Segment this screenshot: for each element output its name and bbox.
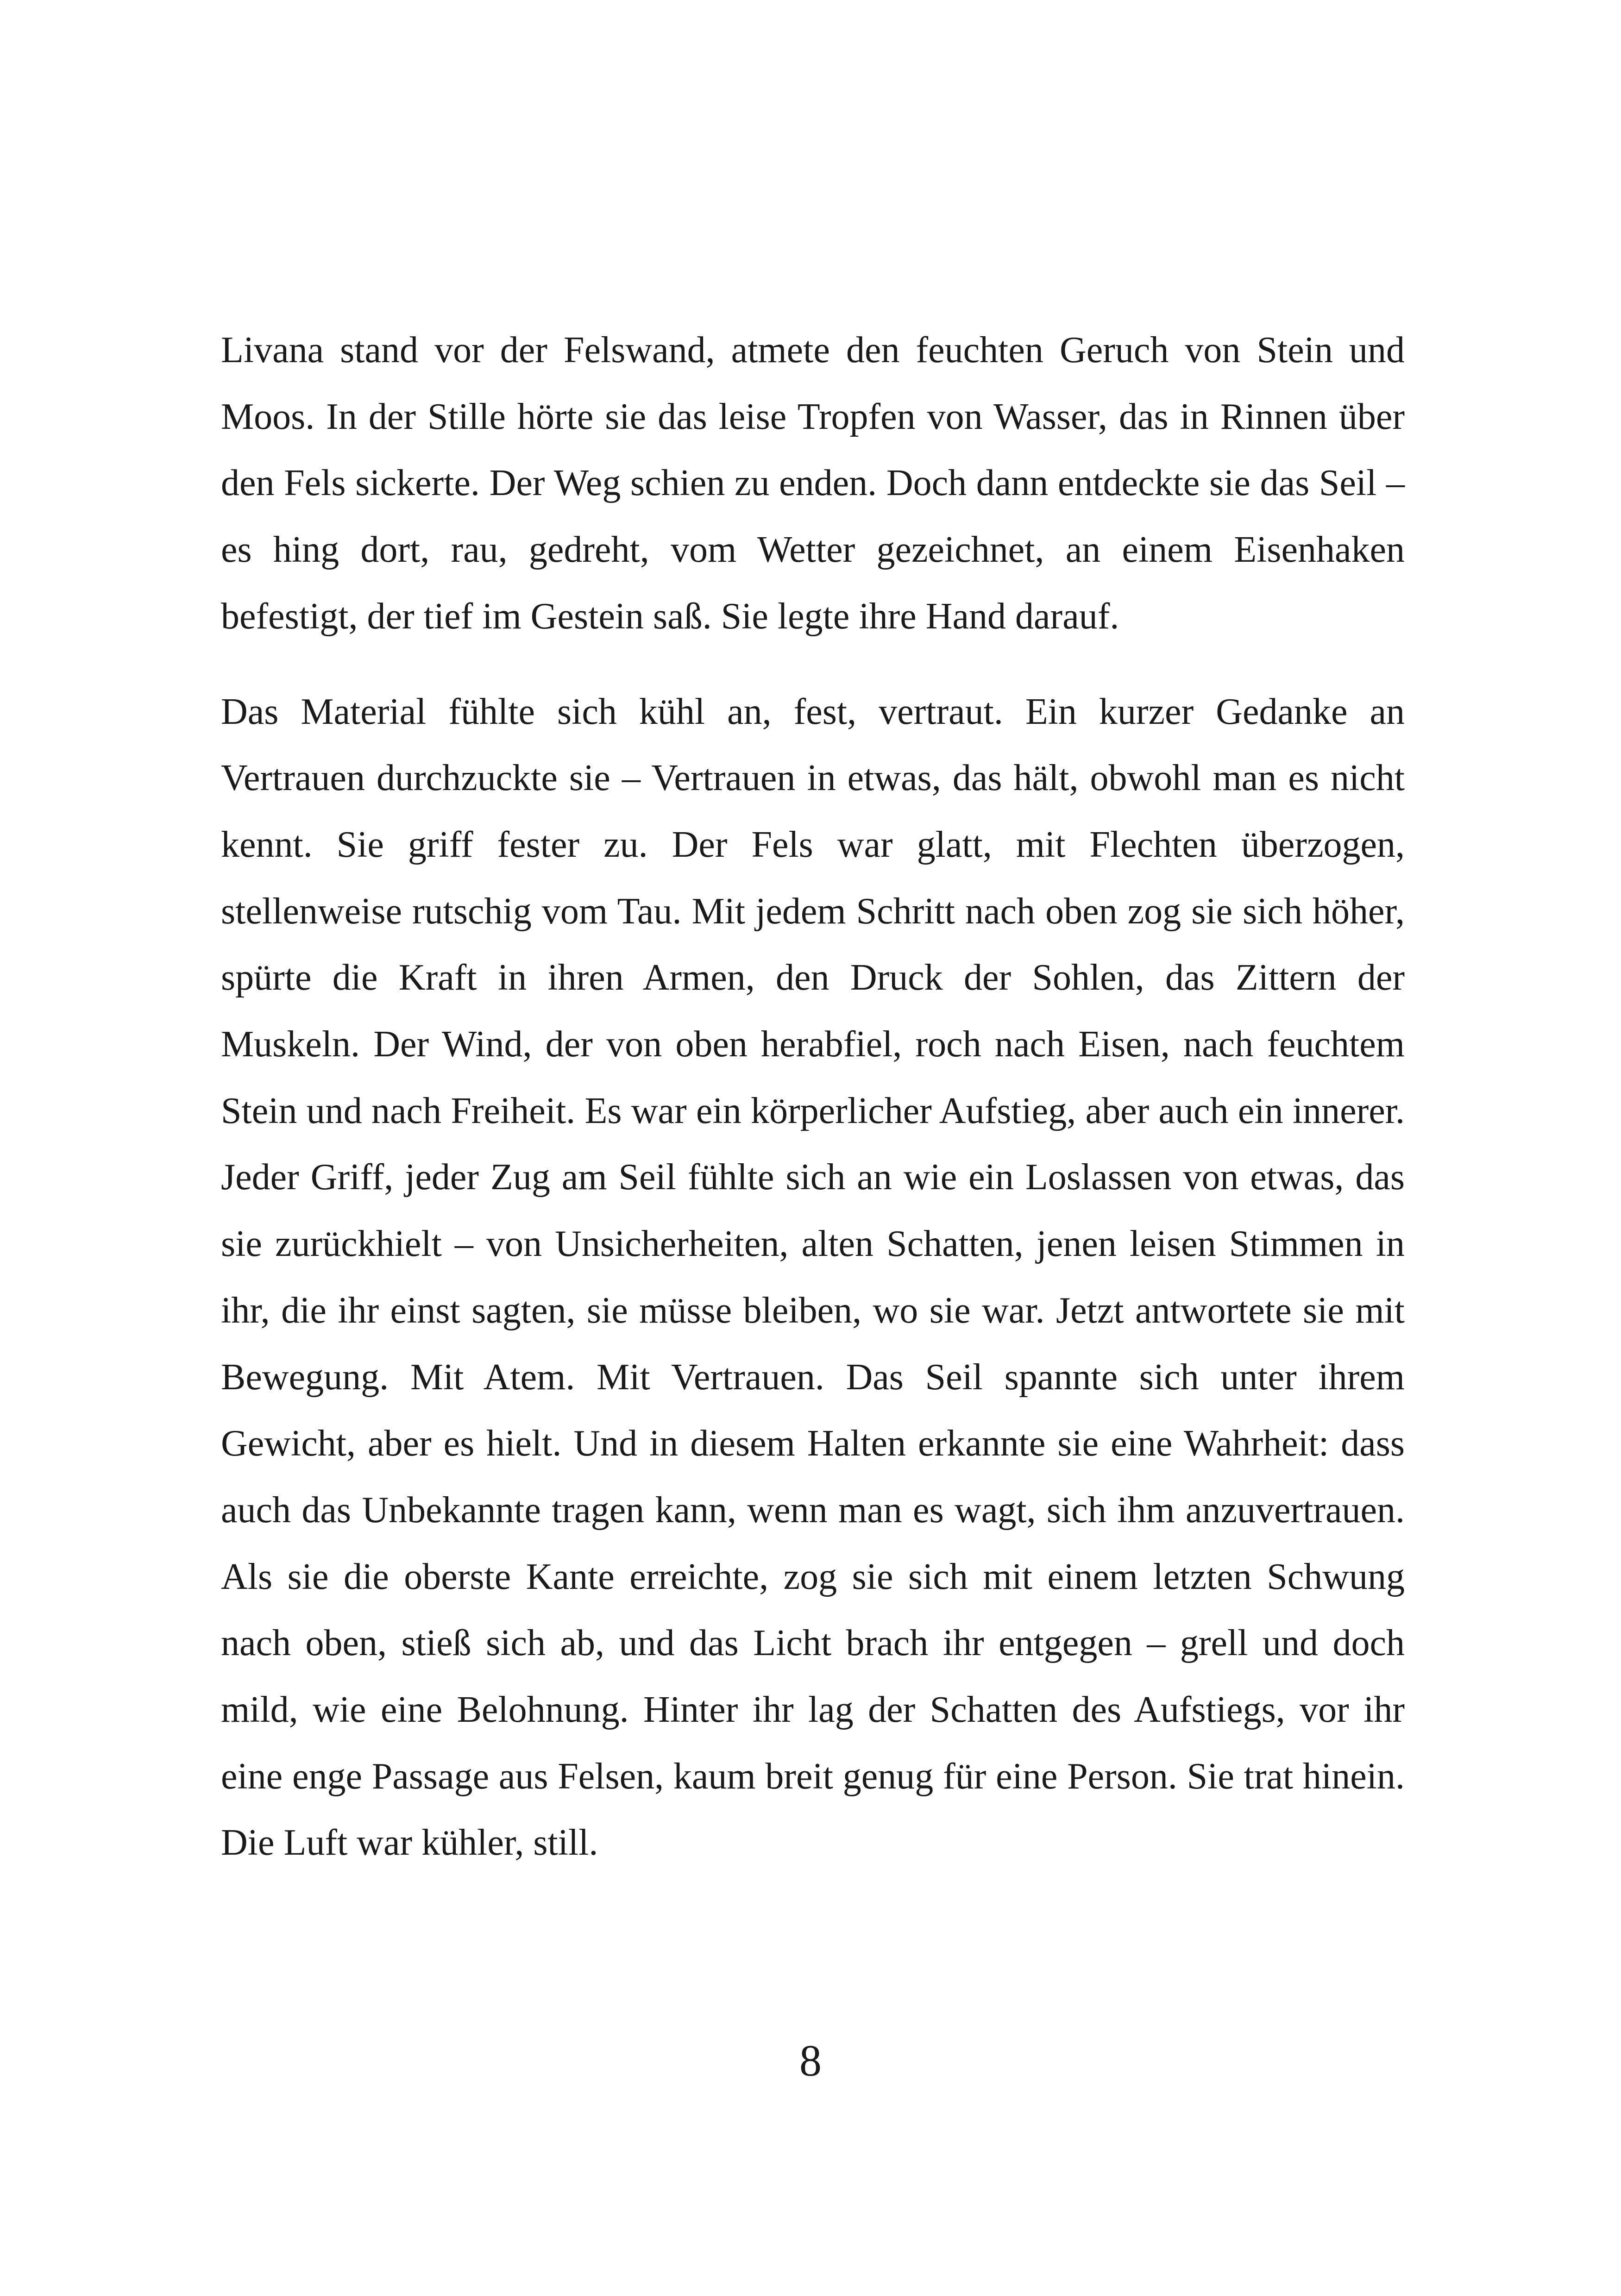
paragraph: Das Material fühlte sich kühl an, fest, vertraut. Ein kurzer Gedanke an Vertrauen durchzuckte sie – Vertrauen in etwas, das hält, obwohl man es nicht kennt. Sie griff fester zu. Der Fels war glatt, mit Flechten überzogen, stellenweise rutschig vom Tau. Mit jedem Schritt nach oben zog sie sich höher, spürte die Kraft in ihren Armen, den Druck der Sohlen, das Zittern der Muskeln. Der Wind, der von oben herabfiel, roch nach Eisen, nach feuchtem Stein und nach Freiheit. Es war ein körperlicher Aufstieg, aber auch ein innerer. Jeder Griff, jeder Zug am Seil fühlte sich an wie ein Loslassen von etwas, das sie zurückhielt – von Unsicherheiten, alten Schatten, jenen leisen Stimmen in ihr, die ihr einst sagten, sie müsse bleiben, wo sie war. Jetzt antwortete sie mit Bewegung. Mit Atem. Mit Vertrauen. Das Seil spannte sich unter ihrem Gewicht, aber es hielt. Und in diesem Halten erkannte sie eine Wahrheit: dass auch das Unbekannte tragen kann, wenn man es wagt, sich ihm anzuvertrauen. Als sie die oberste Kante erreichte, zog sie sich mit einem letzten Schwung nach oben, stieß sich ab, und das Licht brach ihr entgegen – grell und doch mild, wie eine Belohnung. Hinter ihr lag der Schatten des Aufstiegs, vor ihr eine enge Passage aus Felsen, kaum breit genug für eine Person. Sie trat hinein. Die Luft war kühler, still.	[221, 691, 1405, 1863]
page-number: 8	[799, 2036, 822, 2085]
paragraph: Livana stand vor der Felswand, atmete den feuchten Geruch von Stein und Moos. In der Stille hörte sie das leise Tropfen von Wasser, das in Rinnen über den Fels sickerte. Der Weg schien zu enden. Doch dann entdeckte sie das Seil – es hing dort, rau, gedreht, vom Wetter gezeichnet, an einem Eisenhaken befestigt, der tief im Gestein saß. Sie legte ihre Hand darauf.	[221, 330, 1405, 637]
body-text	[221, 317, 1405, 1876]
